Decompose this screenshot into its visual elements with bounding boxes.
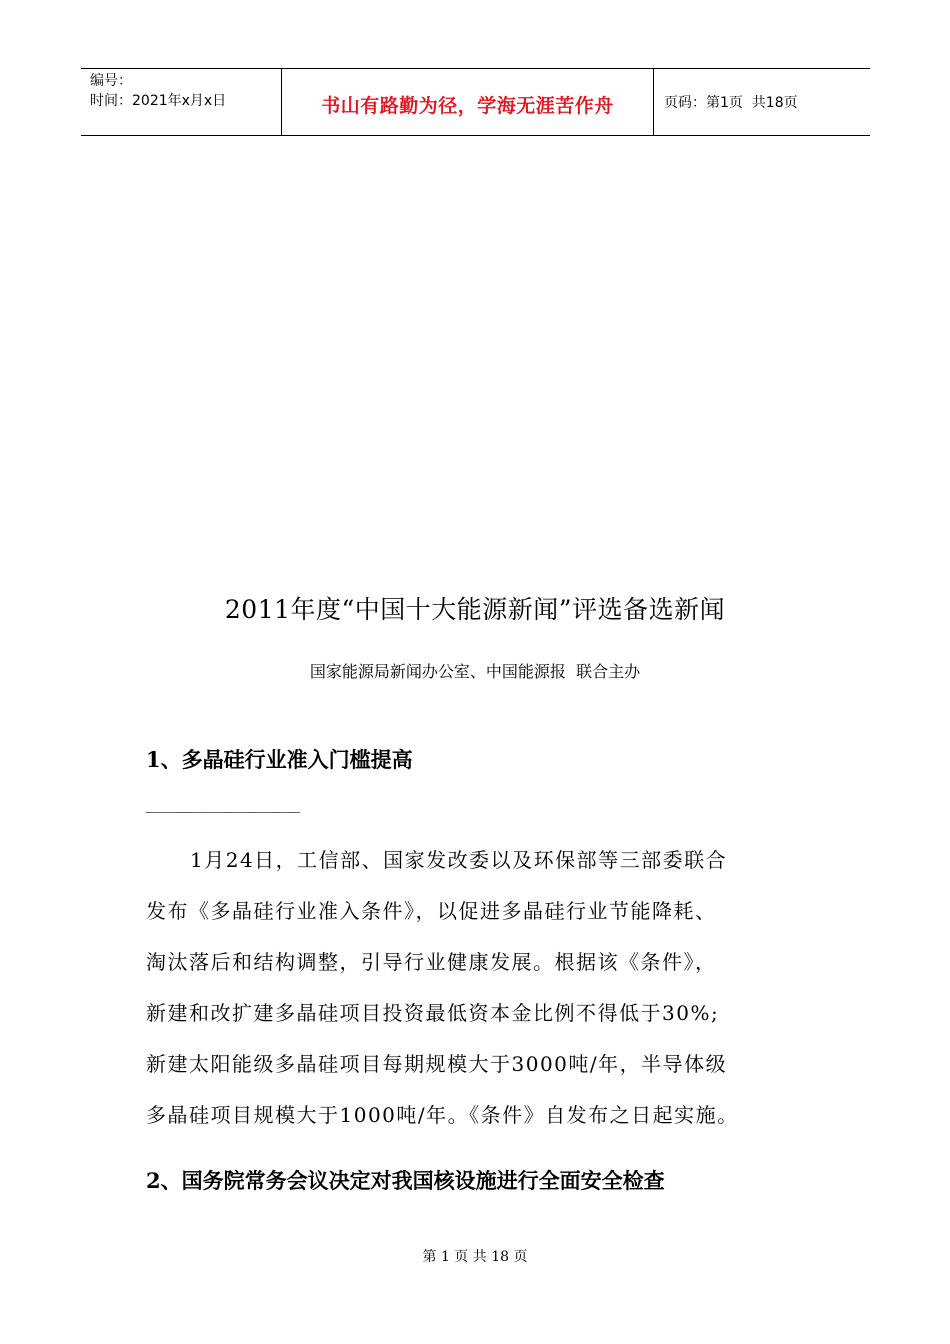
section-heading-1: 1、多晶硅行业准入门槛提高 [146,747,413,772]
header-motto-cell [281,69,654,135]
paragraph-line: 新建和改扩建多晶硅项目投资最低资本金比例不得低于30%; [146,1001,720,1025]
section-divider: ________________ [146,794,301,813]
header-motto: 书山有路勤为径，学海无涯苦作舟 [321,94,614,117]
paragraph-line: 多晶硅项目规模大于1000吨/年。《条件》自发布之日起实施。 [146,1103,739,1127]
paragraph-line: 新建太阳能级多晶硅项目每期规模大于3000吨/年，半导体级 [146,1052,728,1076]
document-title: 2011年度“中国十大能源新闻”评选备选新闻 [224,595,726,624]
paragraph-line: 1月24日，工信部、国家发改委以及环保部等三部委联合 [190,848,728,872]
section-heading-2: 2、国务院常务会议决定对我国核设施进行全面安全检查 [146,1168,665,1193]
header-page-cell [654,69,870,135]
header-page-info: 页码：第1页 共18页 [664,95,798,111]
header-meta-cell [81,69,281,135]
document-date-label: 时间：2021年x月x日 [90,93,227,109]
document-subtitle: 国家能源局新闻办公室、中国能源报 联合主办 [309,662,641,681]
document-number-label: 编号： [90,73,132,89]
page-footer: 第 1 页 共 18 页 [422,1249,528,1265]
section-1-paragraph [146,840,810,1146]
page-header [81,68,870,136]
paragraph-line: 淘汰落后和结构调整，引导行业健康发展。根据该《条件》， [146,950,717,974]
paragraph-line: 发布《多晶硅行业准入条件》，以促进多晶硅行业节能降耗、 [146,899,717,923]
